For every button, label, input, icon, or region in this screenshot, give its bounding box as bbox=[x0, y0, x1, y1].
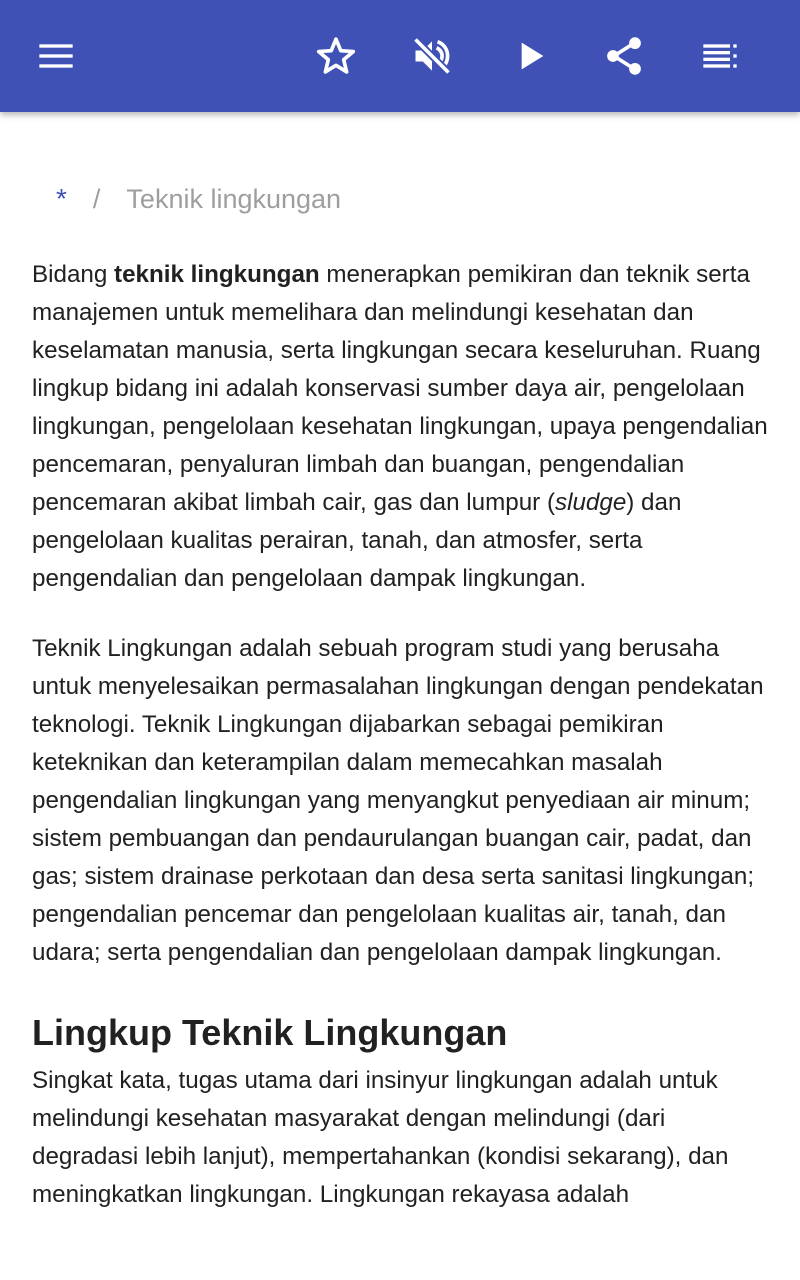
contents-button[interactable] bbox=[684, 20, 756, 92]
mute-button[interactable] bbox=[396, 20, 468, 92]
toc-icon bbox=[700, 36, 740, 76]
bookmark-button[interactable] bbox=[300, 20, 372, 92]
article-paragraph-2: Teknik Lingkungan adalah sebuah program studi yang berusaha untuk menyelesaikan permasalahan lingkungan dengan pendekatan teknologi. Teknik Lingkungan dijabarkan sebagai pemikiran keteknikan dan keterampilan dalam memecahkan masalah pengendalian lingkungan yang menyangkut penyediaan air minum; sistem pembuangan dan pendaurulangan buangan cair, padat, dan gas; sistem drainase perkotaan dan desa serta sanitasi lingkungan; pengendalian pencemar dan pengelolaan kualitas air, tanah, dan udara; serta pengendalian dan pengelolaan dampak lingkungan. bbox=[32, 635, 764, 966]
bold-term: teknik lingkungan bbox=[114, 261, 320, 288]
paragraph-text: ) dan pengelolaan kualitas perairan, tanah, dan atmosfer, serta pengendalian dan pengelolaan dampak lingkungan. bbox=[32, 489, 682, 592]
breadcrumb-separator: / bbox=[92, 184, 101, 214]
star-icon bbox=[314, 34, 358, 78]
share-icon bbox=[602, 34, 646, 78]
play-icon bbox=[510, 36, 550, 76]
paragraph-text: menerapkan pemikiran dan teknik serta manajemen untuk memelihara dan melindungi kesehatan dan keselamatan manusia, serta lingkungan secara keseluruhan. Ruang lingkup bidang ini adalah konservasi sumber daya air, pengelolaan lingkungan, pengelolaan kesehatan lingkungan, upaya pengendalian pencemaran, penyaluran limbah dan buangan, pengendalian pencemaran akibat limbah cair, gas dan lumpur ( bbox=[32, 261, 768, 516]
breadcrumb-home-link[interactable]: * bbox=[56, 183, 67, 214]
article-body bbox=[32, 256, 772, 1246]
share-button[interactable] bbox=[588, 20, 660, 92]
breadcrumb-current: Teknik lingkungan bbox=[126, 184, 342, 214]
paragraph-text: Bidang bbox=[32, 261, 115, 288]
breadcrumb bbox=[56, 182, 341, 216]
article-content bbox=[0, 112, 800, 1280]
article-paragraph-1 bbox=[32, 256, 772, 598]
menu-button[interactable] bbox=[20, 20, 92, 92]
article-paragraph-3: Singkat kata, tugas utama dari insinyur lingkungan adalah untuk melindungi kesehatan masyarakat dengan melindungi (dari degradasi lebih lanjut), mempertahankan (kondisi sekarang), dan meningkatkan lingkungan. Lingkungan rekayasa adalah bbox=[32, 1067, 729, 1208]
italic-term: sludge bbox=[555, 489, 627, 516]
section-heading: Lingkup Teknik Lingkungan bbox=[32, 1012, 508, 1053]
menu-icon bbox=[36, 36, 76, 76]
app-toolbar bbox=[0, 0, 800, 112]
play-button[interactable] bbox=[494, 20, 566, 92]
volume-off-icon bbox=[410, 34, 454, 78]
